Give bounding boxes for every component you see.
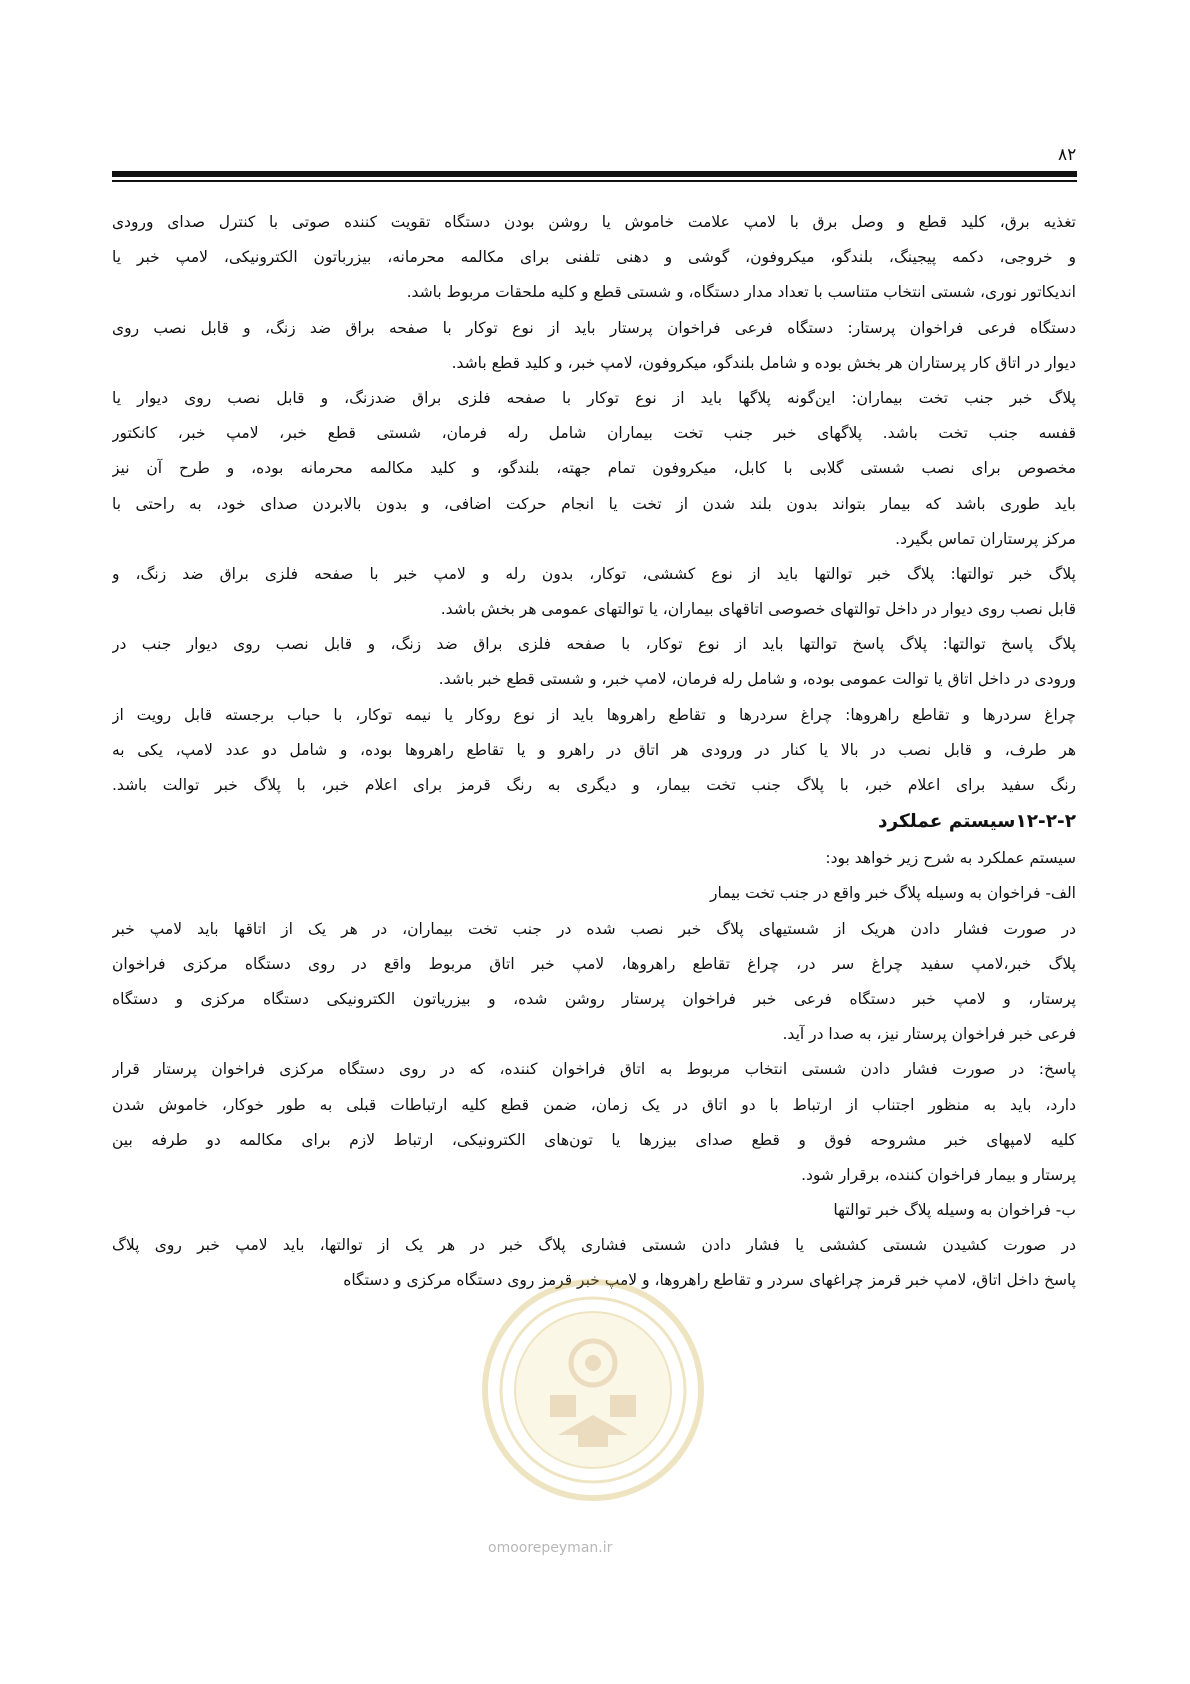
watermark-seal-icon <box>478 1275 708 1505</box>
section-paragraph-3 <box>112 912 1076 1053</box>
text-line: دارد، باید به منظور اجتناب از ارتباط با دو اتاق در یک زمان، ضمن قطع کلیه ارتباطات قبلی به طور خوکار، خاموش شدن <box>112 1095 1076 1114</box>
text-line: پلاگ خبر جنب تخت بیماران: این‌گونه پلاگها باید از نوع توکار با صفحه فلزی براق ضدزنگ، و قابل نصب روی دیوار یا <box>112 388 1076 407</box>
text-line: قابل نصب روی دیوار در داخل توالتهای خصوصی اتاقهای بیماران، یا توالتهای عمومی هر بخش باشد. <box>440 600 1076 619</box>
text-line: تغذیه برق، کلید قطع و وصل برق با لامپ علامت خاموش یا روشن بودن دستگاه تقویت کننده صوتی با کنترل صدای ورودی <box>112 213 1076 231</box>
paragraph-4 <box>112 557 1076 627</box>
text-line: پرستار، و لامپ خبر دستگاه فرعی خبر فراخوان پرستار روشن شده، و بیزریاتون الکترونیکی دستگاه مرکزی و دستگاه <box>112 989 1076 1008</box>
header-rule-thick <box>112 171 1077 177</box>
section-paragraph-1 <box>112 841 1076 876</box>
text-line: کلیه لامپهای خبر مشروحه فوق و قطع صدای بیزرها یا تون‌های الکترونیکی، ارتباط لازم برای مکالمه دو طرفه بین <box>112 1130 1076 1149</box>
paragraph-3 <box>112 381 1076 557</box>
text-line: پاسخ داخل اتاق، لامپ خبر قرمز چراغهای سردر و تقاطع راهروها، و لامپ خبر قرمز روی دستگاه مرکزی و دستگاه <box>343 1271 1076 1290</box>
text-line: ب- فراخوان به وسیله پلاگ خبر توالتها <box>833 1201 1076 1220</box>
text-line: در صورت کشیدن شستی کششی یا فشار دادن شستی فشاری پلاگ خبر در هر یک از توالتها، باید لامپ خبر روی پلاگ <box>112 1236 1076 1255</box>
text-line: در صورت فشار دادن هریک از شستیهای پلاگ خبر نصب شده در جنب تخت بیماران، در هر یک از اتاقها باید لامپ خبر <box>112 919 1076 938</box>
paragraph-6 <box>112 698 1076 804</box>
page-number: ۸۲ <box>1058 145 1077 165</box>
text-line: ورودی در داخل اتاق یا توالت عمومی بوده، و شامل رله فرمان، لامپ خبر، و شستی قطع خبر باشد. <box>438 670 1076 689</box>
paragraph-1 <box>112 205 1076 311</box>
text-line: الف- فراخوان به وسیله پلاگ خبر واقع در جنب تخت بیمار <box>710 884 1076 903</box>
text-line: پلاگ پاسخ توالتها: پلاگ پاسخ توالتها باید از نوع توکار، با صفحه فلزی براق ضد زنگ، و قابل نصب روی دیوار جنب در <box>112 635 1076 654</box>
text-line: دستگاه فرعی فراخوان پرستار: دستگاه فرعی فراخوان پرستار باید از نوع توکار با صفحه براق ضد زنگ، و قابل نصب روی <box>112 318 1076 337</box>
text-line: فرعی خبر فراخوان پرستار نیز، به صدا در آید. <box>782 1025 1076 1044</box>
section-paragraph-5 <box>112 1193 1076 1228</box>
text-line: دیوار در اتاق کار پرستاران هر بخش بوده و شامل بلندگو، میکروفون، لامپ خبر، و کلید قطع باشد. <box>451 353 1076 372</box>
text-line: اندیکاتور نوری، شستی انتخاب متناسب با تعداد مدار دستگاه، و شستی قطع و کلیه ملحقات مربوط باشد. <box>406 283 1076 302</box>
text-line: سیستم عملکرد به شرح زیر خواهد بود: <box>825 849 1076 868</box>
text-line: پاسخ: در صورت فشار دادن شستی انتخاب مربوط به اتاق فراخوان کننده، که در روی دستگاه مرکزی فراخوان پرستار قرار <box>112 1060 1076 1079</box>
header-rule-thin <box>112 180 1077 182</box>
paragraph-5 <box>112 627 1076 697</box>
text-line: چراغ سردرها و تقاطع راهروها: چراغ سردرها و تقاطع راهروها باید از نوع روکار یا نیمه توکار، با حباب برجسته قابل رویت از <box>112 705 1076 724</box>
text-line: پلاگ خبر،لامپ سفید چراغ سر در، چراغ تقاطع راهروها، لامپ خبر اتاق مربوط واقع در روی دستگاه مرکزی فراخوان <box>112 954 1076 973</box>
text-line: مرکز پرستاران تماس بگیرد. <box>895 529 1076 548</box>
text-line: رنگ سفید برای اعلام خبر، با پلاگ جنب تخت بیمار، و دیگری به رنگ قرمز برای اعلام خبر، با پلاگ خبر توالت باشد. <box>112 776 1076 794</box>
text-line: مخصوص برای نصب شستی گلابی با کابل، میکروفون تمام جهته، بلندگو، و کلید مکالمه محرمانه بوده، و طرح آن نیز <box>112 459 1076 478</box>
text-line: پلاگ خبر توالتها: پلاگ خبر توالتها باید از نوع کششی، توکار، بدون رله و لامپ خبر با صفحه فلزی براق ضد زنگ، و <box>112 564 1076 583</box>
section-heading: ۱۲-۲-۲سیستم عملکرد <box>878 811 1076 833</box>
section-paragraph-4 <box>112 1052 1076 1193</box>
text-line: قفسه جنب تخت باشد. پلاگهای خبر جنب تخت بیماران شامل رله فرمان، شستی قطع خبر، لامپ خبر، کانکتور <box>112 424 1076 443</box>
document-body <box>112 205 1076 1299</box>
section-paragraph-6 <box>112 1228 1076 1298</box>
watermark-url: omoorepeyman.ir <box>488 1540 613 1556</box>
section-paragraph-2 <box>112 876 1076 911</box>
paragraph-2 <box>112 311 1076 381</box>
text-line: پرستار و بیمار فراخوان کننده، برقرار شود. <box>801 1165 1076 1184</box>
text-line: باید طوری باشد که بیمار بتواند بدون بلند شدن از تخت یا انجام حرکت اضافی، و بدون بالابردن صدای خود، به راحتی با <box>112 494 1076 513</box>
text-line: و خروجی، دکمه پیجینگ، بلندگو، میکروفون، گوشی و دهنی تلفنی برای مکالمه محرمانه، بیزرباتون الکترونیکی، لامپ خبر یا <box>112 248 1076 267</box>
text-line: هر طرف، و قابل نصب در بالا یا کنار در ورودی هر اتاق در راهرو و یا تقاطع راهروها بوده، و شامل دو عدد لامپ، یکی به <box>112 740 1076 759</box>
